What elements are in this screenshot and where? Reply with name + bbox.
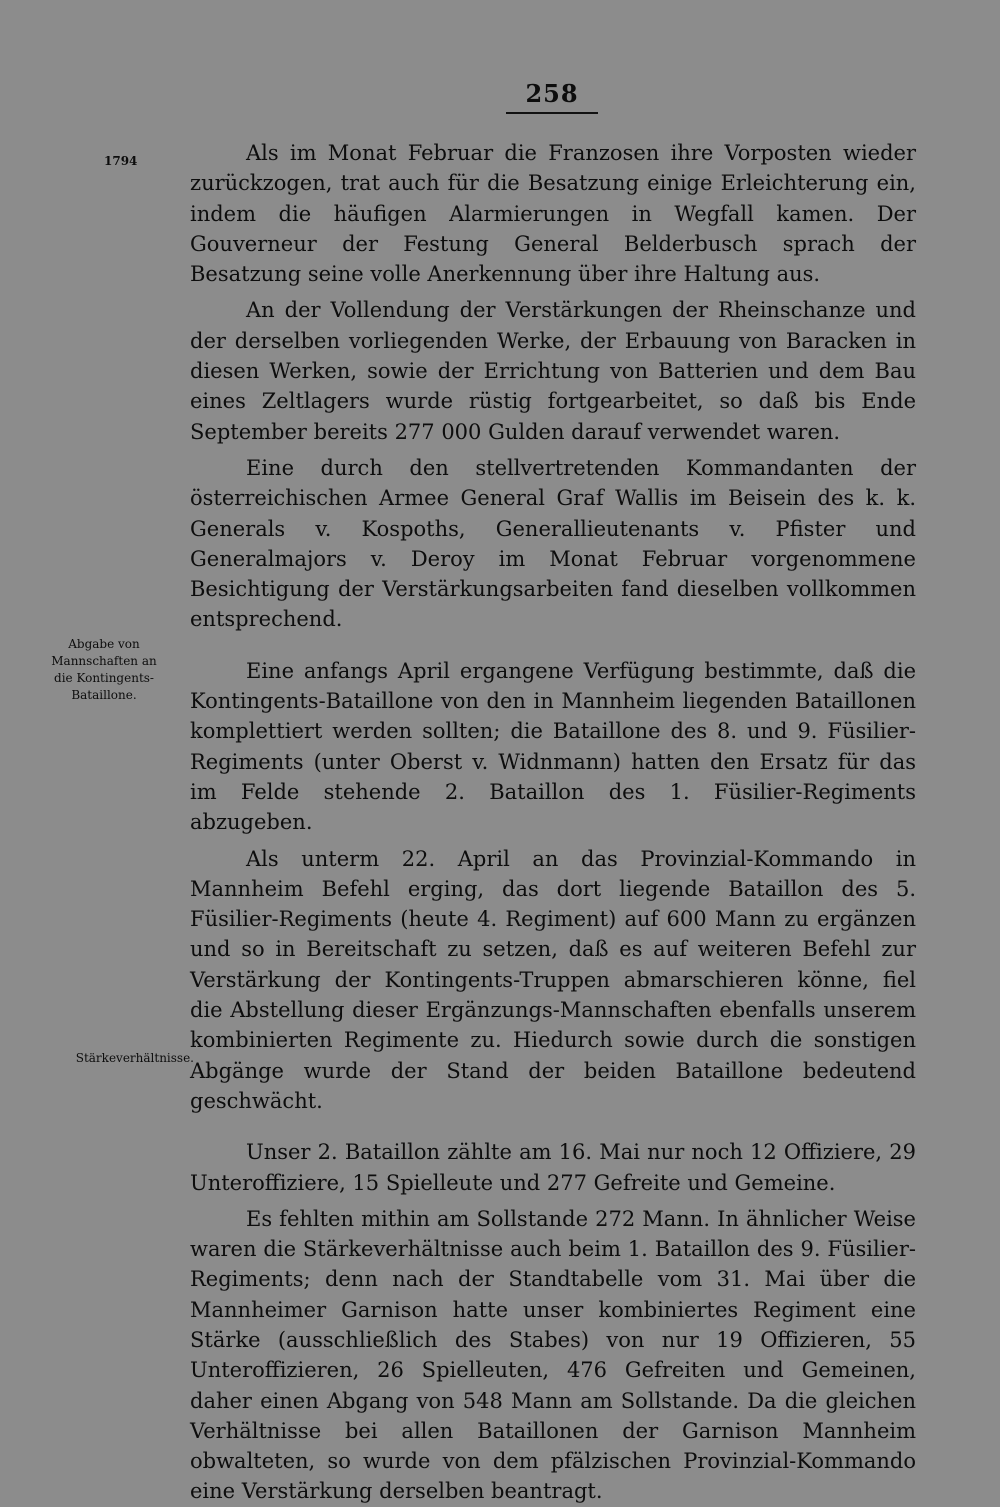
page-number: 258 xyxy=(525,79,579,108)
paragraph: Es fehlten mithin am Sollstande 272 Mann. In ähnlicher Weise waren die Stärkeverhältnisse auch beim 1. Bataillon des 9. Füsilier-Regiments; denn nach der Standtabelle vom 31. Mai über die Mannheimer Garnison hatte unser kombiniertes Regiment eine Stärke (ausschließlich des Stabes) von nur 19 Offizieren, 55 Unteroffizieren, 26 Spielleuten, 476 Gefreiten und Gemeinen, daher einen Abgang von 548 Mann am Sollstande. Da die gleichen Verhältnisse bei allen Bataillonen der Garnison Mannheim obwalteten, so wurde von dem pfälzischen Provinzial-Kommando eine Verstärkung derselben beantragt. xyxy=(190,1206,916,1504)
paragraph: Unser 2. Bataillon zählte am 16. Mai nur noch 12 Offiziere, 29 Unteroffiziere, 15 Spielleute und 277 Gefreite und Gemeine. xyxy=(190,1140,916,1195)
page-number-rule xyxy=(506,112,598,114)
margin-note-staerkeverhaeltnisse: Stärkeverhältnisse. xyxy=(75,1051,194,1065)
paragraph: Als unterm 22. April an das Provinzial-Kommando in Mannheim Befehl erging, das dort liegende Bataillon des 5. Füsilier-Regiments (heute 4. Regiment) auf 600 Mann zu ergänzen und so in Bereitschaft zu setzen, daß es auf weiteren Befehl zur Verstärkung der Kontingents-Truppen abmarschieren könne, fiel die Abstellung dieser Ergänzungs-Mannschaften ebenfalls unserem kombinierten Regimente zu. Hiedurch sowie durch die sonstigen Abgänge wurde der Stand der beiden Bataillone bedeutend geschwächt. xyxy=(190,846,916,1113)
paragraph: Eine anfangs April ergangene Verfügung bestimmte, daß die Kontingents-Bataillone von den in Mannheim liegenden Bataillonen komplettiert werden sollten; die Bataillone des 8. und 9. Füsilier-Regiments (unter Oberst v. Widnmann) hatten den Ersatz für das im Felde stehende 2. Bataillon des 1. Füsilier-Regiments abzugeben. xyxy=(190,658,916,835)
margin-note-abgabe: Abgabe von Mannschaften an die Kontingents- Bataillone. xyxy=(51,637,157,702)
margin-note-year: 1794 xyxy=(104,154,138,168)
body-text xyxy=(190,138,916,1507)
paragraph: Als im Monat Februar die Franzosen ihre Vorposten wieder zurückzogen, trat auch für die Besatzung einige Erleichterung ein, indem die häufigen Alarmierungen in Wegfall kamen. Der Gouverneur der Festung General Belderbusch sprach der Besatzung seine volle Anerkennung über ihre Haltung aus. xyxy=(190,141,916,287)
paragraph: An der Vollendung der Verstärkungen der Rheinschanze und der derselben vorliegenden Werke, der Erbauung von Baracken in diesen Werken, sowie der Errichtung von Batterien und dem Bau eines Zeltlagers wurde rüstig fortgearbeitet, so daß bis Ende September bereits 277 000 Gulden darauf verwendet waren. xyxy=(190,298,916,444)
paragraph: Eine durch den stellvertretenden Kommandanten der österreichischen Armee General Graf Wallis im Beisein des k. k. Generals v. Kospoths, Generallieutenants v. Pfister und Generalmajors v. Deroy im Monat Februar vorgenommene Besichtigung der Verstärkungsarbeiten fand dieselben vollkommen entsprechend. xyxy=(190,455,916,632)
